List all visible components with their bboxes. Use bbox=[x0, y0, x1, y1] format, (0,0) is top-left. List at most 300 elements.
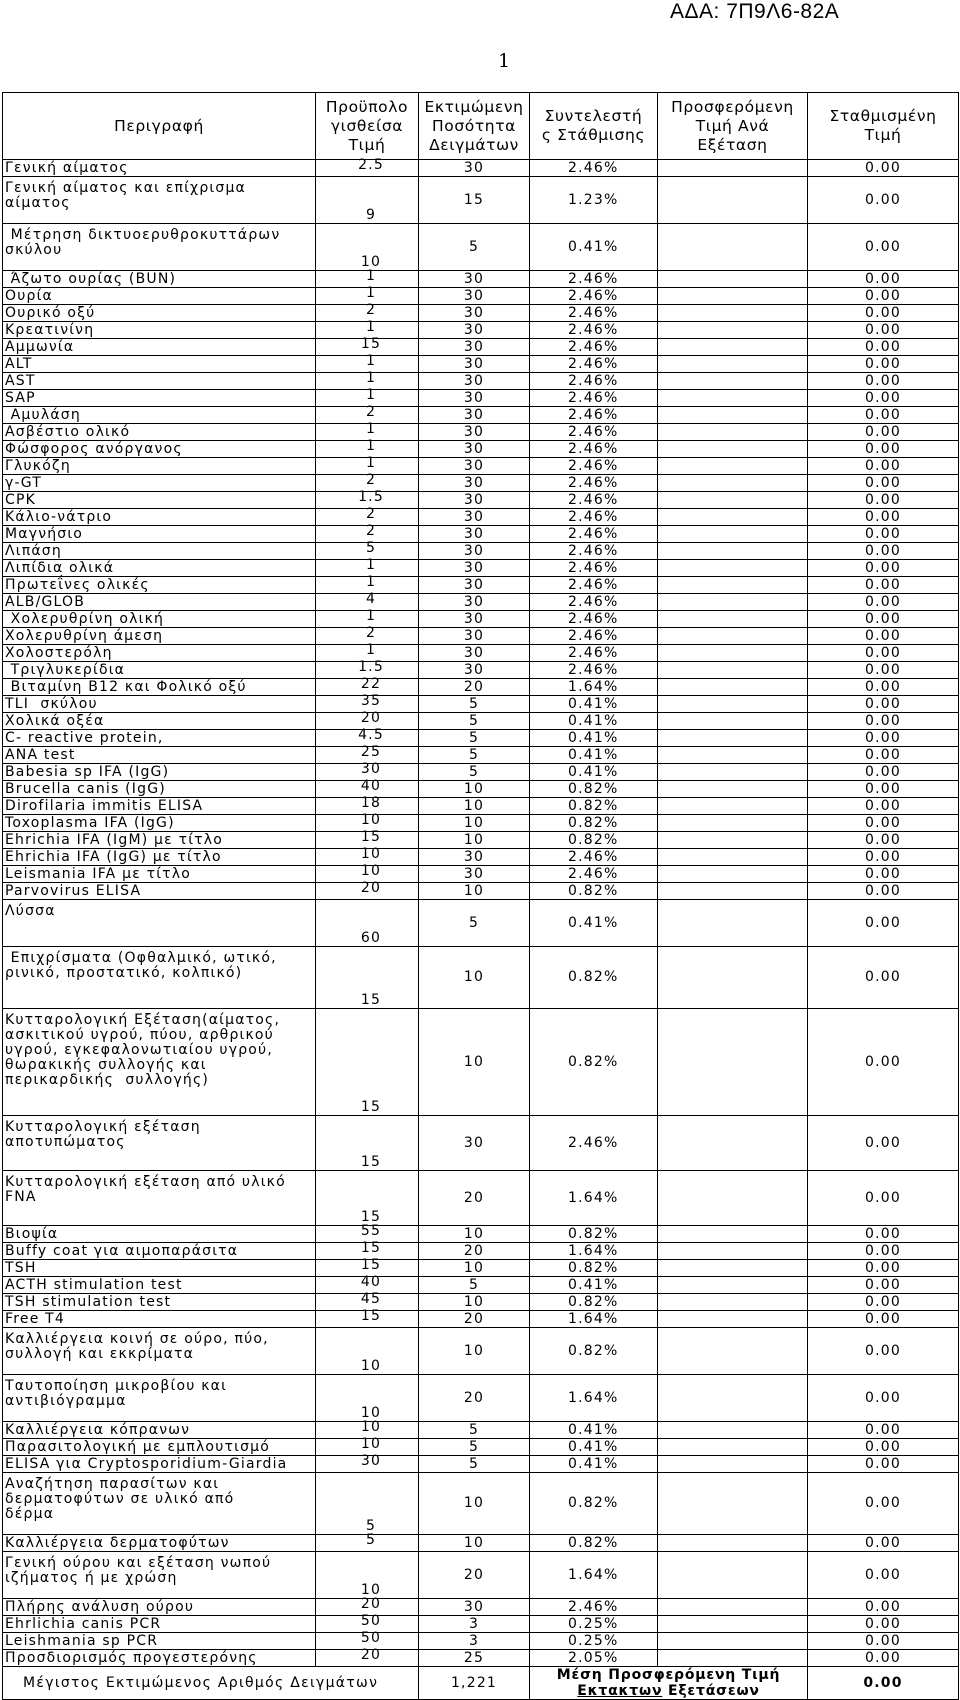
table-row bbox=[3, 1311, 959, 1328]
cell-quantity bbox=[419, 424, 530, 441]
cell-weight-value: 1.64% bbox=[568, 1189, 619, 1206]
cell-quantity-value: 5 bbox=[468, 238, 480, 255]
cell-description bbox=[3, 526, 316, 543]
cell-weighted-price-value: 0.00 bbox=[865, 644, 901, 661]
cell-offered-price[interactable] bbox=[658, 407, 808, 424]
column-header-weighted-price bbox=[808, 93, 959, 160]
column-header-line: Προϋπολο bbox=[325, 97, 409, 116]
cell-offered-price[interactable] bbox=[658, 781, 808, 798]
cell-quantity-value: 30 bbox=[463, 525, 485, 542]
cell-weighted-price-value: 0.00 bbox=[865, 678, 901, 695]
cell-weighted-price-value: 0.00 bbox=[865, 474, 901, 491]
cell-quantity-value: 10 bbox=[463, 1053, 485, 1070]
cell-weight-value: 2.46% bbox=[568, 474, 619, 491]
cell-budget-price bbox=[316, 1552, 419, 1599]
cell-quantity-value: 20 bbox=[463, 1310, 485, 1327]
cell-weight bbox=[530, 1535, 658, 1552]
cell-weighted-price bbox=[808, 1473, 959, 1535]
cell-offered-price[interactable] bbox=[658, 339, 808, 356]
cell-budget-price-value: 10 bbox=[360, 254, 382, 270]
cell-offered-price[interactable] bbox=[658, 832, 808, 849]
cell-budget-price-value: 45 bbox=[360, 1290, 382, 1307]
footer-title-underlined: Εκτακτων bbox=[577, 1683, 663, 1699]
cell-description bbox=[3, 815, 316, 832]
cell-weight-value: 2.46% bbox=[568, 1598, 619, 1615]
cell-weighted-price bbox=[808, 883, 959, 900]
footer-total-samples: 1,221 bbox=[419, 1667, 530, 1700]
cell-offered-price[interactable] bbox=[658, 1456, 808, 1473]
description-line: Κυτταρολογική εξέταση από υλικό bbox=[5, 1174, 286, 1190]
cell-quantity-value: 30 bbox=[463, 491, 485, 508]
cell-weighted-price-value: 0.00 bbox=[865, 1053, 901, 1070]
table-row bbox=[3, 1616, 959, 1633]
cell-weighted-price-value: 0.00 bbox=[865, 1598, 901, 1615]
cell-offered-price[interactable] bbox=[658, 526, 808, 543]
cell-description bbox=[3, 441, 316, 458]
cell-offered-price[interactable] bbox=[658, 160, 808, 177]
cell-description bbox=[3, 458, 316, 475]
cell-weight bbox=[530, 543, 658, 560]
cell-weight bbox=[530, 339, 658, 356]
cell-weighted-price bbox=[808, 1226, 959, 1243]
description-line: Free T4 bbox=[5, 1310, 66, 1327]
cell-offered-price[interactable] bbox=[658, 390, 808, 407]
cell-weighted-price-value: 0.00 bbox=[865, 525, 901, 542]
table-row bbox=[3, 1456, 959, 1473]
cell-budget-price-value: 30 bbox=[360, 760, 382, 777]
cell-quantity-value: 5 bbox=[468, 1455, 480, 1472]
table-row bbox=[3, 730, 959, 747]
cell-quantity bbox=[419, 543, 530, 560]
description-line: Parvovirus ELISA bbox=[5, 882, 142, 899]
cell-budget-price bbox=[316, 1531, 419, 1552]
cell-description bbox=[3, 407, 316, 424]
cell-weighted-price-value: 0.00 bbox=[865, 508, 901, 525]
cell-weight bbox=[530, 1650, 658, 1667]
cell-offered-price[interactable] bbox=[658, 1473, 808, 1535]
cell-offered-price[interactable] bbox=[658, 492, 808, 509]
cell-quantity-value: 15 bbox=[463, 191, 485, 208]
description-line: Κρεατινίνη bbox=[5, 321, 95, 338]
table-row bbox=[3, 322, 959, 339]
cell-quantity bbox=[419, 628, 530, 645]
cell-offered-price[interactable] bbox=[658, 1311, 808, 1328]
cell-offered-price[interactable] bbox=[658, 1552, 808, 1599]
cell-offered-price[interactable] bbox=[658, 815, 808, 832]
cell-offered-price[interactable] bbox=[658, 441, 808, 458]
table-row bbox=[3, 832, 959, 849]
cell-quantity bbox=[419, 883, 530, 900]
cell-description bbox=[3, 849, 316, 866]
table-row bbox=[3, 815, 959, 832]
cell-quantity bbox=[419, 849, 530, 866]
cell-offered-price[interactable] bbox=[658, 560, 808, 577]
description-line: Ουρία bbox=[5, 287, 53, 304]
cell-weighted-price-value: 0.00 bbox=[865, 159, 901, 176]
cell-weighted-price-value: 0.00 bbox=[865, 1276, 901, 1293]
cell-weighted-price-value: 0.00 bbox=[865, 355, 901, 372]
cell-budget-price bbox=[316, 177, 419, 224]
cell-budget-price-value: 50 bbox=[360, 1612, 382, 1629]
cell-offered-price[interactable] bbox=[658, 356, 808, 373]
cell-description bbox=[3, 1616, 316, 1633]
cell-offered-price[interactable] bbox=[658, 1226, 808, 1243]
cell-offered-price[interactable] bbox=[658, 322, 808, 339]
cell-weighted-price bbox=[808, 492, 959, 509]
cell-offered-price[interactable] bbox=[658, 305, 808, 322]
cell-weighted-price bbox=[808, 866, 959, 883]
cell-quantity-value: 20 bbox=[463, 1389, 485, 1406]
cell-quantity-value: 30 bbox=[463, 474, 485, 491]
cell-weight bbox=[530, 611, 658, 628]
cell-weight-value: 0.41% bbox=[568, 1421, 619, 1438]
cell-offered-price[interactable] bbox=[658, 1535, 808, 1552]
cell-offered-price[interactable] bbox=[658, 424, 808, 441]
cell-budget-price-value: 15 bbox=[360, 992, 382, 1008]
cell-weighted-price bbox=[808, 1456, 959, 1473]
cell-offered-price[interactable] bbox=[658, 288, 808, 305]
footer-row bbox=[3, 1667, 959, 1700]
cell-weighted-price-value: 0.00 bbox=[865, 661, 901, 678]
description-line: γ-GT bbox=[5, 474, 43, 491]
cell-offered-price[interactable] bbox=[658, 1260, 808, 1277]
cell-quantity-value: 30 bbox=[463, 576, 485, 593]
table-row bbox=[3, 224, 959, 271]
cell-description bbox=[3, 509, 316, 526]
cell-weighted-price-value: 0.00 bbox=[865, 1225, 901, 1242]
cell-description bbox=[3, 866, 316, 883]
table-row bbox=[3, 900, 959, 947]
cell-weighted-price-value: 0.00 bbox=[865, 338, 901, 355]
cell-offered-price[interactable] bbox=[658, 594, 808, 611]
cell-weight-value: 0.41% bbox=[568, 1455, 619, 1472]
cell-offered-price[interactable] bbox=[658, 764, 808, 781]
cell-budget-price-value: 9 bbox=[365, 207, 377, 223]
cell-budget-price-value: 15 bbox=[360, 1256, 382, 1273]
cell-weighted-price-value: 0.00 bbox=[865, 848, 901, 865]
cell-quantity bbox=[419, 866, 530, 883]
cell-description bbox=[3, 1473, 316, 1535]
cell-budget-price-value: 1 bbox=[365, 352, 377, 369]
description-line: Dirofilaria immitis ELISA bbox=[5, 797, 204, 814]
table-row bbox=[3, 441, 959, 458]
cell-weighted-price bbox=[808, 288, 959, 305]
cell-weighted-price-value: 0.00 bbox=[865, 1134, 901, 1151]
cell-weighted-price bbox=[808, 1422, 959, 1439]
cell-weighted-price-value: 0.00 bbox=[865, 695, 901, 712]
cell-offered-price[interactable] bbox=[658, 1116, 808, 1171]
cell-description bbox=[3, 305, 316, 322]
cell-budget-price bbox=[316, 1116, 419, 1171]
cell-weight bbox=[530, 594, 658, 611]
cell-weighted-price bbox=[808, 747, 959, 764]
cell-quantity bbox=[419, 1294, 530, 1311]
cell-quantity bbox=[419, 1116, 530, 1171]
cell-quantity bbox=[419, 611, 530, 628]
cell-description bbox=[3, 611, 316, 628]
table-row bbox=[3, 662, 959, 679]
cell-quantity bbox=[419, 1171, 530, 1226]
cell-quantity bbox=[419, 645, 530, 662]
cell-weighted-price bbox=[808, 271, 959, 288]
cell-description bbox=[3, 1552, 316, 1599]
cell-weight-value: 1.64% bbox=[568, 1389, 619, 1406]
cell-offered-price[interactable] bbox=[658, 1439, 808, 1456]
description-line: αποτυπώματος bbox=[5, 1134, 126, 1150]
cell-budget-price-value: 10 bbox=[360, 1435, 382, 1452]
cell-weight-value: 2.46% bbox=[568, 593, 619, 610]
cell-offered-price[interactable] bbox=[658, 1171, 808, 1226]
cell-offered-price[interactable] bbox=[658, 883, 808, 900]
cell-weighted-price-value: 0.00 bbox=[865, 882, 901, 899]
table-row bbox=[3, 628, 959, 645]
description-line: Κυτταρολογική Εξέταση(αίματος, bbox=[5, 1012, 281, 1028]
cell-quantity-value: 10 bbox=[463, 1342, 485, 1359]
cell-description bbox=[3, 1009, 316, 1116]
cell-quantity-value: 5 bbox=[468, 763, 480, 780]
cell-quantity bbox=[419, 1650, 530, 1667]
cell-quantity-value: 30 bbox=[463, 321, 485, 338]
cell-weight-value: 2.46% bbox=[568, 338, 619, 355]
cell-quantity-value: 3 bbox=[468, 1615, 480, 1632]
cell-quantity-value: 30 bbox=[463, 661, 485, 678]
price-table bbox=[2, 92, 959, 1700]
description-line: Γλυκόζη bbox=[5, 457, 71, 474]
cell-weight-value: 0.41% bbox=[568, 763, 619, 780]
cell-offered-price[interactable] bbox=[658, 458, 808, 475]
description-line: Χολοστερόλη bbox=[5, 644, 113, 661]
cell-weighted-price bbox=[808, 356, 959, 373]
description-line: Προσδιορισμός προγεστερόνης bbox=[5, 1649, 258, 1666]
description-line: θωρακικής συλλογής και bbox=[5, 1057, 207, 1073]
cell-quantity bbox=[419, 815, 530, 832]
table-row bbox=[3, 1294, 959, 1311]
cell-budget-price bbox=[316, 900, 419, 947]
cell-weighted-price bbox=[808, 594, 959, 611]
cell-quantity-value: 20 bbox=[463, 1242, 485, 1259]
cell-weight-value: 2.46% bbox=[568, 865, 619, 882]
cell-weight bbox=[530, 1311, 658, 1328]
cell-quantity bbox=[419, 475, 530, 492]
description-line: C- reactive protein, bbox=[5, 729, 164, 746]
cell-budget-price-value: 22 bbox=[360, 675, 382, 692]
cell-weighted-price bbox=[808, 1439, 959, 1456]
cell-offered-price[interactable] bbox=[658, 1243, 808, 1260]
table-row bbox=[3, 1009, 959, 1116]
cell-weight-value: 0.82% bbox=[568, 1495, 619, 1511]
cell-weighted-price-value: 0.00 bbox=[865, 287, 901, 304]
column-header-line: Σταθμισμένη bbox=[829, 107, 937, 125]
cell-quantity bbox=[419, 509, 530, 526]
cell-budget-price-value: 10 bbox=[360, 1582, 382, 1598]
cell-offered-price[interactable] bbox=[658, 177, 808, 224]
table-row bbox=[3, 611, 959, 628]
cell-quantity-value: 5 bbox=[468, 695, 480, 712]
cell-quantity bbox=[419, 160, 530, 177]
cell-quantity-value: 30 bbox=[463, 372, 485, 389]
cell-quantity bbox=[419, 1439, 530, 1456]
cell-description bbox=[3, 662, 316, 679]
cell-weight bbox=[530, 1375, 658, 1422]
cell-budget-price-value: 5 bbox=[365, 1518, 377, 1534]
cell-weighted-price-value: 0.00 bbox=[865, 1421, 901, 1438]
cell-weight-value: 2.46% bbox=[568, 304, 619, 321]
footer-label: Μέγιστος Εκτιμώμενος Αριθμός Δειγμάτων bbox=[3, 1667, 419, 1700]
cell-budget-price bbox=[316, 1646, 419, 1667]
cell-weight-value: 0.82% bbox=[568, 1225, 619, 1242]
cell-offered-price[interactable] bbox=[658, 747, 808, 764]
cell-offered-price[interactable] bbox=[658, 1294, 808, 1311]
cell-quantity bbox=[419, 764, 530, 781]
cell-quantity bbox=[419, 271, 530, 288]
table-row bbox=[3, 373, 959, 390]
cell-offered-price[interactable] bbox=[658, 1009, 808, 1116]
cell-offered-price[interactable] bbox=[658, 1422, 808, 1439]
cell-offered-price[interactable] bbox=[658, 1375, 808, 1422]
cell-weighted-price-value: 0.00 bbox=[865, 1632, 901, 1649]
table-row bbox=[3, 271, 959, 288]
description-line: Τριγλυκερίδια bbox=[5, 661, 126, 678]
cell-offered-price[interactable] bbox=[658, 645, 808, 662]
cell-offered-price[interactable] bbox=[658, 900, 808, 947]
cell-weighted-price bbox=[808, 407, 959, 424]
cell-weighted-price bbox=[808, 560, 959, 577]
cell-budget-price-value: 10 bbox=[360, 811, 382, 828]
cell-offered-price[interactable] bbox=[658, 1650, 808, 1667]
cell-weighted-price bbox=[808, 1328, 959, 1375]
cell-quantity-value: 30 bbox=[463, 644, 485, 661]
cell-budget-price-value: 1 bbox=[365, 386, 377, 403]
description-line: ασκιτικού υγρού, πύου, αρθρικού bbox=[5, 1027, 274, 1043]
cell-description bbox=[3, 764, 316, 781]
description-line: AST bbox=[5, 372, 36, 389]
cell-weighted-price bbox=[808, 645, 959, 662]
cell-offered-price[interactable] bbox=[658, 271, 808, 288]
cell-offered-price[interactable] bbox=[658, 679, 808, 696]
cell-quantity bbox=[419, 1473, 530, 1535]
cell-quantity-value: 30 bbox=[463, 355, 485, 372]
column-header-line: Εκτιμώμενη bbox=[424, 97, 524, 116]
description-line: Χολερυθρίνη άμεση bbox=[5, 627, 164, 644]
cell-weight bbox=[530, 628, 658, 645]
cell-weighted-price-value: 0.00 bbox=[865, 1615, 901, 1632]
description-line: Buffy coat για αιμοπαράσιτα bbox=[5, 1242, 239, 1259]
table-header-row bbox=[3, 93, 959, 160]
table-row bbox=[3, 798, 959, 815]
cell-quantity-value: 10 bbox=[463, 1225, 485, 1242]
cell-offered-price[interactable] bbox=[658, 947, 808, 1009]
description-line: Λύσσα bbox=[5, 903, 56, 919]
cell-offered-price[interactable] bbox=[658, 224, 808, 271]
cell-weight bbox=[530, 1009, 658, 1116]
cell-offered-price[interactable] bbox=[658, 662, 808, 679]
table-row bbox=[3, 1277, 959, 1294]
cell-budget-price-value: 15 bbox=[360, 335, 382, 352]
cell-quantity-value: 20 bbox=[463, 1566, 485, 1583]
cell-description bbox=[3, 1535, 316, 1552]
cell-offered-price[interactable] bbox=[658, 509, 808, 526]
cell-budget-price-value: 1 bbox=[365, 573, 377, 590]
cell-quantity-value: 5 bbox=[468, 914, 480, 931]
cell-offered-price[interactable] bbox=[658, 866, 808, 883]
cell-offered-price[interactable] bbox=[658, 577, 808, 594]
cell-quantity bbox=[419, 713, 530, 730]
cell-description bbox=[3, 1439, 316, 1456]
cell-description bbox=[3, 560, 316, 577]
cell-weighted-price bbox=[808, 815, 959, 832]
table-row bbox=[3, 1260, 959, 1277]
cell-quantity-value: 10 bbox=[463, 1259, 485, 1276]
table-row bbox=[3, 594, 959, 611]
cell-weight bbox=[530, 1456, 658, 1473]
cell-offered-price[interactable] bbox=[658, 1616, 808, 1633]
cell-offered-price[interactable] bbox=[658, 1328, 808, 1375]
cell-budget-price-value: 20 bbox=[360, 879, 382, 896]
cell-weighted-price bbox=[808, 662, 959, 679]
cell-offered-price[interactable] bbox=[658, 611, 808, 628]
cell-offered-price[interactable] bbox=[658, 1277, 808, 1294]
cell-offered-price[interactable] bbox=[658, 849, 808, 866]
cell-weight bbox=[530, 424, 658, 441]
cell-quantity bbox=[419, 1260, 530, 1277]
cell-weight-value: 2.46% bbox=[568, 423, 619, 440]
column-header-budget-price bbox=[316, 93, 419, 160]
cell-weighted-price-value: 0.00 bbox=[865, 559, 901, 576]
cell-offered-price[interactable] bbox=[658, 798, 808, 815]
cell-budget-price bbox=[316, 879, 419, 900]
cell-quantity-value: 30 bbox=[463, 1134, 485, 1151]
cell-weighted-price bbox=[808, 1009, 959, 1116]
table-row bbox=[3, 160, 959, 177]
description-line: περικαρδικής συλλογής) bbox=[5, 1072, 210, 1088]
cell-offered-price[interactable] bbox=[658, 730, 808, 747]
cell-budget-price-value: 1 bbox=[365, 556, 377, 573]
cell-weight bbox=[530, 492, 658, 509]
cell-quantity bbox=[419, 441, 530, 458]
cell-offered-price[interactable] bbox=[658, 373, 808, 390]
cell-weight bbox=[530, 288, 658, 305]
cell-budget-price-value: 2.5 bbox=[358, 156, 384, 173]
cell-offered-price[interactable] bbox=[658, 713, 808, 730]
cell-description bbox=[3, 390, 316, 407]
cell-offered-price[interactable] bbox=[658, 475, 808, 492]
cell-offered-price[interactable] bbox=[658, 1633, 808, 1650]
table-row bbox=[3, 475, 959, 492]
cell-description bbox=[3, 160, 316, 177]
cell-offered-price[interactable] bbox=[658, 696, 808, 713]
cell-description bbox=[3, 1311, 316, 1328]
description-line: ACTH stimulation test bbox=[5, 1276, 183, 1293]
table-row bbox=[3, 577, 959, 594]
cell-description bbox=[3, 679, 316, 696]
cell-weighted-price-value: 0.00 bbox=[865, 831, 901, 848]
cell-offered-price[interactable] bbox=[658, 1599, 808, 1616]
cell-offered-price[interactable] bbox=[658, 628, 808, 645]
cell-description bbox=[3, 1422, 316, 1439]
cell-offered-price[interactable] bbox=[658, 543, 808, 560]
cell-budget-price-value: 2 bbox=[365, 471, 377, 488]
cell-weighted-price bbox=[808, 224, 959, 271]
cell-weighted-price-value: 0.00 bbox=[865, 763, 901, 780]
cell-weight bbox=[530, 1260, 658, 1277]
table-row bbox=[3, 458, 959, 475]
cell-budget-price-value: 40 bbox=[360, 777, 382, 794]
description-line: TLI σκύλου bbox=[5, 695, 98, 712]
cell-quantity-value: 5 bbox=[468, 1438, 480, 1455]
cell-weight-value: 0.41% bbox=[568, 695, 619, 712]
cell-weight bbox=[530, 271, 658, 288]
cell-weight-value: 0.41% bbox=[568, 729, 619, 746]
